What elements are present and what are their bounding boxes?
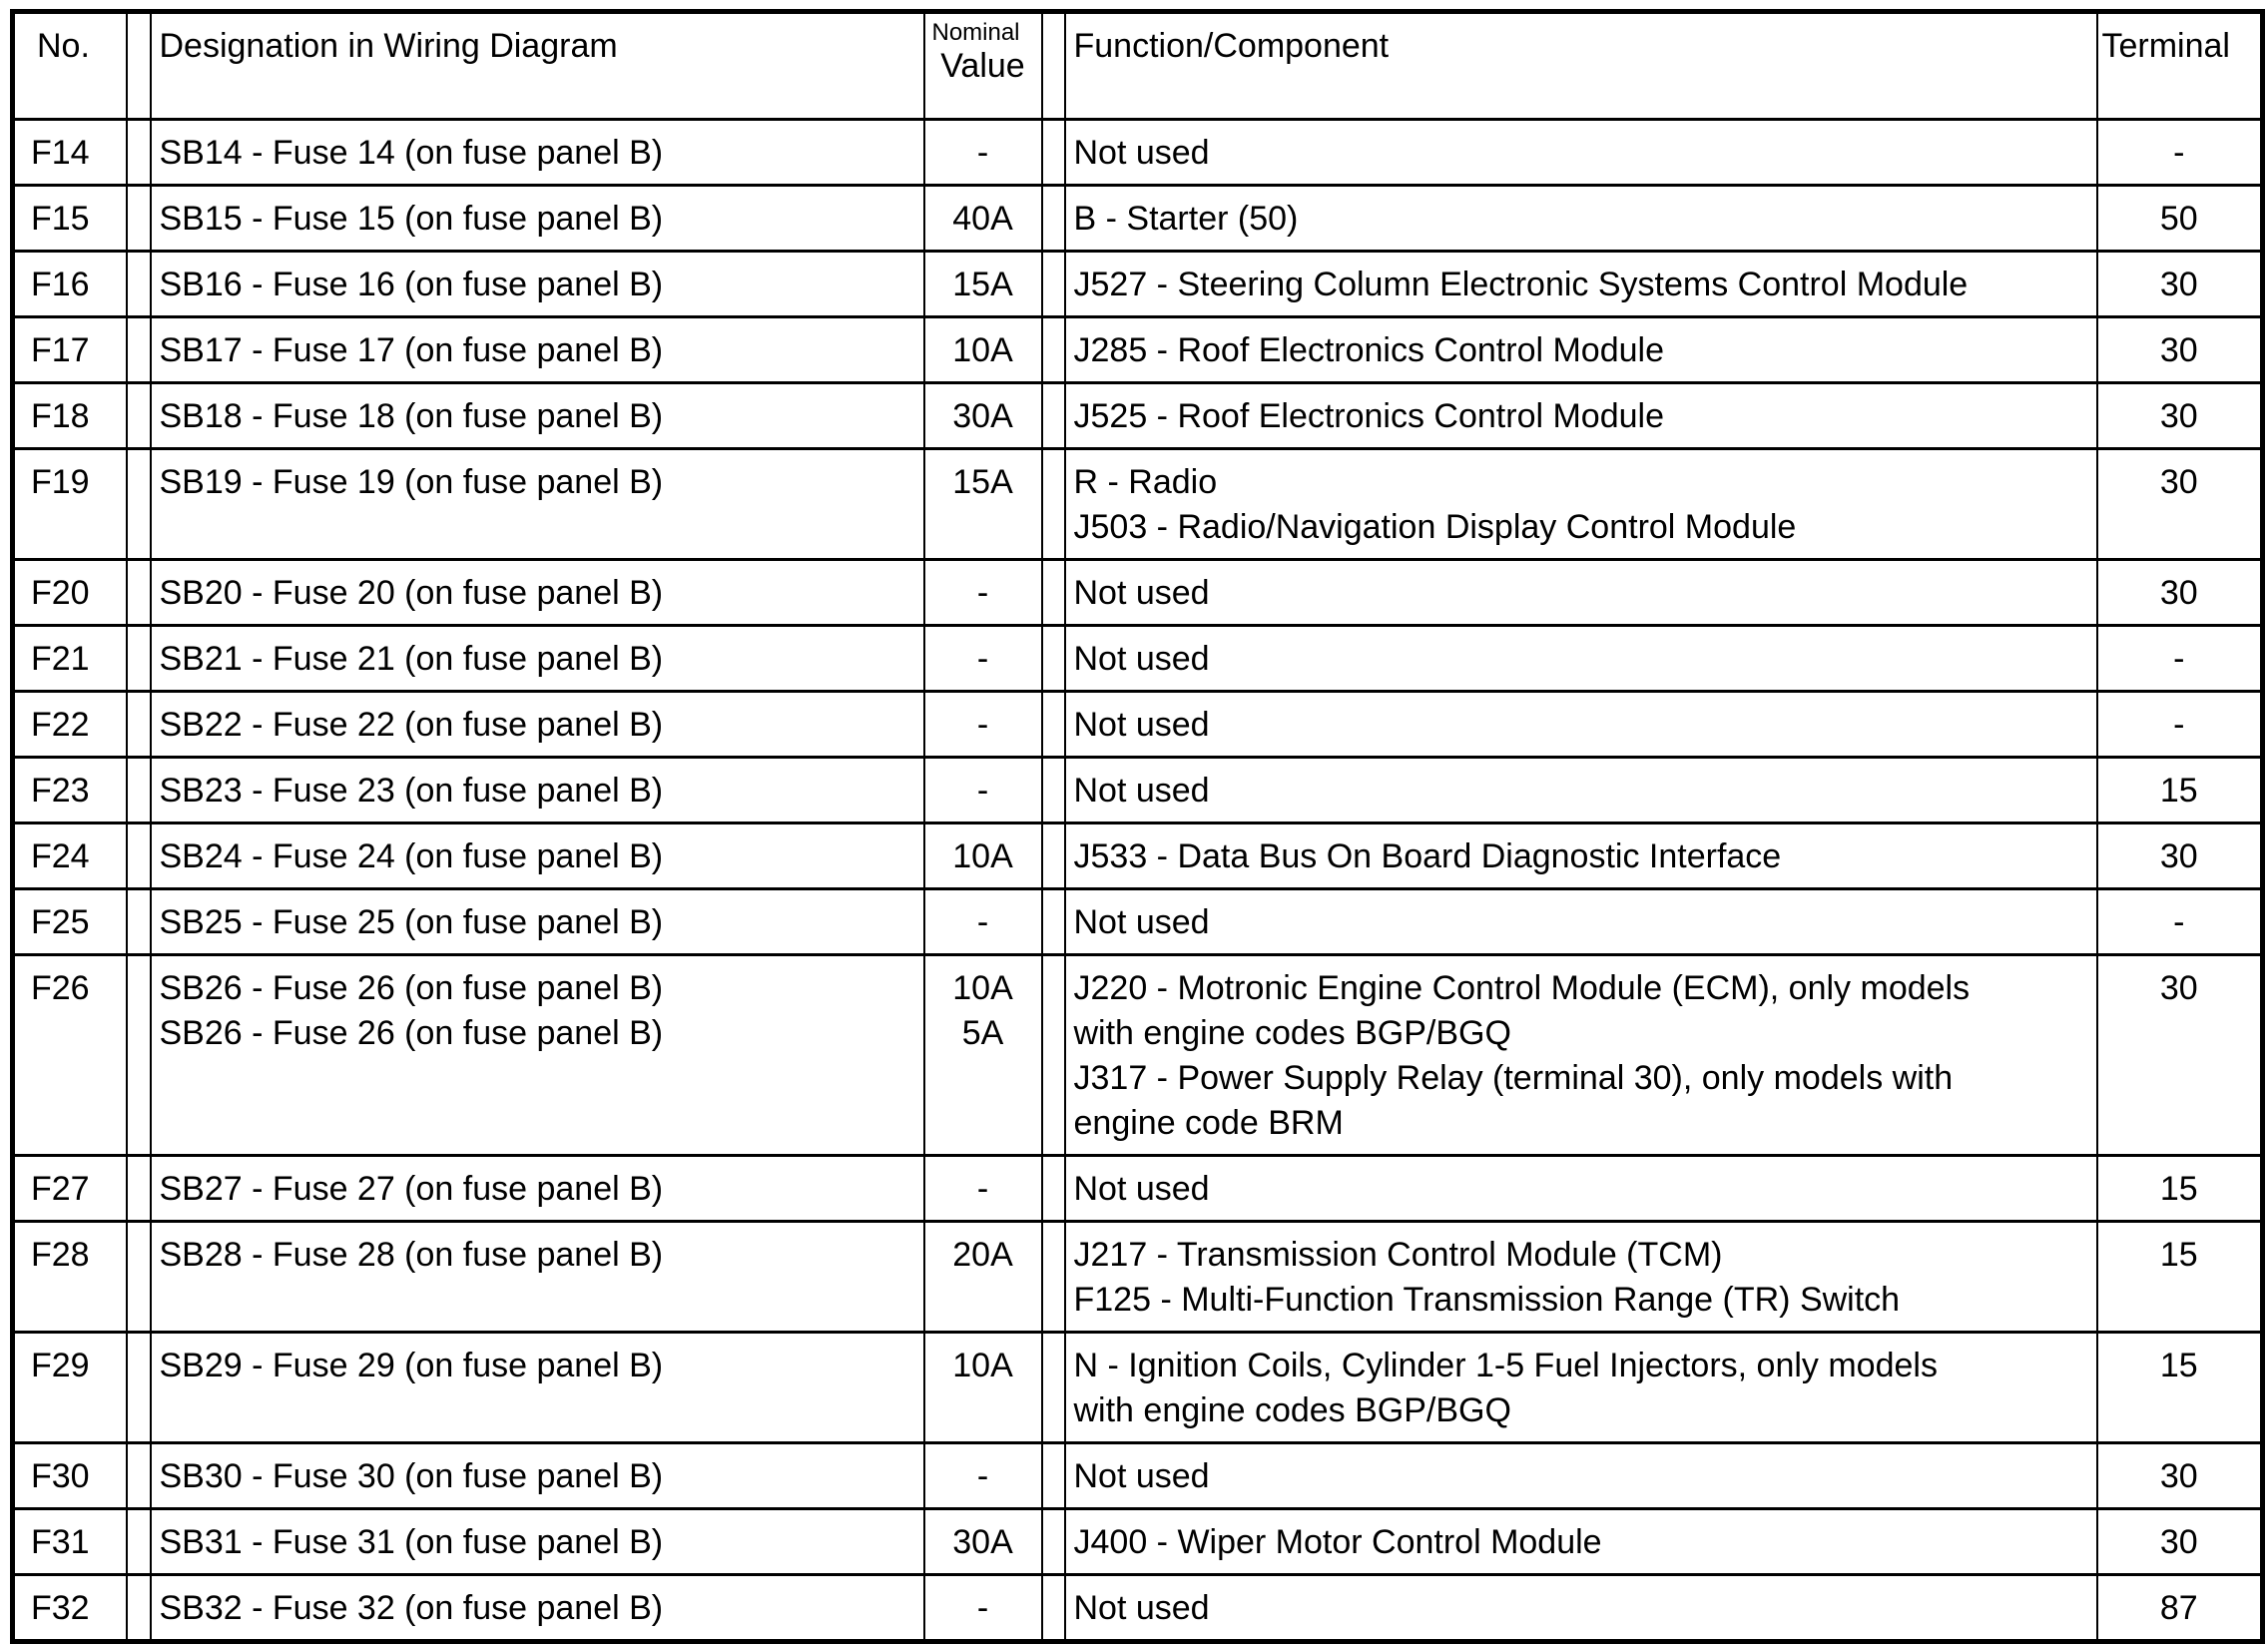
designation-cell-line: SB22 - Fuse 22 (on fuse panel B) xyxy=(159,706,664,744)
function-cell xyxy=(1065,1156,2097,1222)
fuse-number: F30 xyxy=(13,1443,127,1509)
function-cell xyxy=(1065,186,2097,252)
terminal-cell: 15 xyxy=(2097,1222,2263,1333)
table-row xyxy=(13,1333,2263,1443)
designation-cell xyxy=(151,1509,924,1575)
designation-cell xyxy=(151,1443,924,1509)
fuse-number: F28 xyxy=(13,1222,127,1333)
spacer xyxy=(127,692,151,758)
table-row xyxy=(13,758,2263,823)
nominal-value-cell-line: - xyxy=(976,134,989,172)
table-row xyxy=(13,1575,2263,1642)
nominal-value-cell-line: - xyxy=(976,1457,989,1495)
nominal-value-cell xyxy=(924,1156,1042,1222)
nominal-value-cell xyxy=(924,758,1042,823)
designation-cell xyxy=(151,560,924,626)
nominal-value-cell xyxy=(924,383,1042,449)
nominal-value-cell-line: - xyxy=(976,1170,989,1208)
function-cell-line: with engine codes BGP/BGQ xyxy=(1073,1014,1511,1052)
function-cell-line: R - Radio xyxy=(1073,463,1218,501)
nominal-value-cell-line: 30A xyxy=(952,1523,1013,1561)
function-cell xyxy=(1065,758,2097,823)
table-row xyxy=(13,1509,2263,1575)
designation-cell-line: SB28 - Fuse 28 (on fuse panel B) xyxy=(159,1236,664,1274)
header-value-label: Value xyxy=(940,47,1025,85)
fuse-number: F19 xyxy=(13,449,127,560)
fuse-number: F29 xyxy=(13,1333,127,1443)
nominal-value-cell-line: - xyxy=(976,706,989,744)
nominal-value-cell-line: 10A xyxy=(952,331,1013,369)
function-cell xyxy=(1065,1222,2097,1333)
function-cell-line: engine code BRM xyxy=(1073,1104,1344,1142)
nominal-value-cell-line: 10A xyxy=(952,969,1013,1007)
terminal-cell: - xyxy=(2097,889,2263,955)
function-cell xyxy=(1065,1575,2097,1642)
designation-cell-line: SB15 - Fuse 15 (on fuse panel B) xyxy=(159,200,664,238)
nominal-value-cell xyxy=(924,560,1042,626)
designation-cell-line: SB27 - Fuse 27 (on fuse panel B) xyxy=(159,1170,664,1208)
designation-cell-line: SB16 - Fuse 16 (on fuse panel B) xyxy=(159,266,664,303)
nominal-value-cell xyxy=(924,252,1042,317)
spacer xyxy=(127,889,151,955)
function-cell-line: N - Ignition Coils, Cylinder 1-5 Fuel Injectors, only models xyxy=(1073,1347,1938,1384)
nominal-value-cell xyxy=(924,1333,1042,1443)
terminal-cell: 30 xyxy=(2097,252,2263,317)
nominal-value-cell-line: 40A xyxy=(952,200,1013,238)
designation-cell-line: SB24 - Fuse 24 (on fuse panel B) xyxy=(159,837,664,875)
fuse-number: F26 xyxy=(13,955,127,1156)
designation-cell xyxy=(151,1575,924,1642)
table-row xyxy=(13,560,2263,626)
terminal-cell: 30 xyxy=(2097,823,2263,889)
spacer xyxy=(127,186,151,252)
nominal-value-cell xyxy=(924,1222,1042,1333)
nominal-value-cell-line: 30A xyxy=(952,397,1013,435)
nominal-value-cell xyxy=(924,120,1042,186)
designation-cell-line: SB30 - Fuse 30 (on fuse panel B) xyxy=(159,1457,664,1495)
table-row xyxy=(13,1443,2263,1509)
table-row xyxy=(13,1156,2263,1222)
spacer xyxy=(1042,1333,1065,1443)
terminal-cell: 30 xyxy=(2097,560,2263,626)
spacer xyxy=(127,1156,151,1222)
fuse-number: F25 xyxy=(13,889,127,955)
designation-cell xyxy=(151,626,924,692)
function-cell-line: Not used xyxy=(1073,903,1210,941)
table-row xyxy=(13,626,2263,692)
function-cell xyxy=(1065,823,2097,889)
function-cell-line: J317 - Power Supply Relay (terminal 30), only models with xyxy=(1073,1059,1954,1097)
spacer xyxy=(1042,252,1065,317)
designation-cell xyxy=(151,1222,924,1333)
designation-cell xyxy=(151,383,924,449)
table-row xyxy=(13,120,2263,186)
spacer xyxy=(127,1509,151,1575)
spacer xyxy=(1042,955,1065,1156)
table-row xyxy=(13,955,2263,1156)
nominal-value-cell xyxy=(924,955,1042,1156)
fuse-number: F24 xyxy=(13,823,127,889)
nominal-value-cell xyxy=(924,317,1042,383)
function-cell xyxy=(1065,449,2097,560)
spacer xyxy=(1042,692,1065,758)
nominal-value-cell-line: 15A xyxy=(952,463,1013,501)
function-cell xyxy=(1065,889,2097,955)
spacer xyxy=(127,252,151,317)
nominal-value-cell xyxy=(924,1575,1042,1642)
function-cell-line: Not used xyxy=(1073,1589,1210,1627)
table-row xyxy=(13,692,2263,758)
fuse-number: F16 xyxy=(13,252,127,317)
table-row xyxy=(13,383,2263,449)
function-cell xyxy=(1065,120,2097,186)
nominal-value-cell-line: - xyxy=(976,772,989,810)
spacer xyxy=(127,560,151,626)
function-cell xyxy=(1065,692,2097,758)
terminal-cell: 50 xyxy=(2097,186,2263,252)
designation-cell-line: SB32 - Fuse 32 (on fuse panel B) xyxy=(159,1589,664,1627)
function-cell-line: J533 - Data Bus On Board Diagnostic Interface xyxy=(1073,837,1782,875)
function-cell-line: Not used xyxy=(1073,1170,1210,1208)
table-row xyxy=(13,823,2263,889)
function-cell-line: Not used xyxy=(1073,706,1210,744)
spacer xyxy=(1042,1222,1065,1333)
function-cell xyxy=(1065,560,2097,626)
spacer xyxy=(1042,1156,1065,1222)
header-no: No. xyxy=(13,12,127,120)
designation-cell xyxy=(151,317,924,383)
header-nominal-value xyxy=(924,12,1042,120)
designation-cell xyxy=(151,120,924,186)
spacer xyxy=(1042,120,1065,186)
table-row xyxy=(13,449,2263,560)
nominal-value-cell xyxy=(924,889,1042,955)
spacer xyxy=(1042,317,1065,383)
spacer xyxy=(1042,626,1065,692)
function-cell-line: J527 - Steering Column Electronic Systems Control Module xyxy=(1073,266,1969,303)
designation-cell xyxy=(151,449,924,560)
terminal-cell: - xyxy=(2097,692,2263,758)
function-cell xyxy=(1065,1443,2097,1509)
designation-cell-line: SB19 - Fuse 19 (on fuse panel B) xyxy=(159,463,664,501)
table-row xyxy=(13,252,2263,317)
nominal-value-cell xyxy=(924,1509,1042,1575)
spacer xyxy=(127,626,151,692)
terminal-cell: - xyxy=(2097,626,2263,692)
function-cell-line: Not used xyxy=(1073,574,1210,612)
spacer xyxy=(1042,449,1065,560)
designation-cell xyxy=(151,1156,924,1222)
header-designation: Designation in Wiring Diagram xyxy=(151,12,924,120)
designation-cell xyxy=(151,758,924,823)
fuse-number: F17 xyxy=(13,317,127,383)
header-terminal: Terminal xyxy=(2097,12,2263,120)
designation-cell-line: SB21 - Fuse 21 (on fuse panel B) xyxy=(159,640,664,678)
spacer xyxy=(127,383,151,449)
fuse-number: F31 xyxy=(13,1509,127,1575)
spacer xyxy=(127,1575,151,1642)
function-cell-line: Not used xyxy=(1073,1457,1210,1495)
fuse-number: F27 xyxy=(13,1156,127,1222)
spacer xyxy=(1042,383,1065,449)
function-cell-line: B - Starter (50) xyxy=(1073,200,1299,238)
spacer xyxy=(1042,560,1065,626)
spacer xyxy=(1042,823,1065,889)
spacer xyxy=(127,955,151,1156)
nominal-value-cell-line: 15A xyxy=(952,266,1013,303)
terminal-cell: 30 xyxy=(2097,955,2263,1156)
table-row xyxy=(13,889,2263,955)
designation-cell xyxy=(151,1333,924,1443)
designation-cell xyxy=(151,252,924,317)
function-cell-line: F125 - Multi-Function Transmission Range (TR) Switch xyxy=(1073,1281,1901,1319)
spacer xyxy=(1042,758,1065,823)
fuse-number: F23 xyxy=(13,758,127,823)
designation-cell-line: SB29 - Fuse 29 (on fuse panel B) xyxy=(159,1347,664,1384)
terminal-cell: 15 xyxy=(2097,1333,2263,1443)
fuse-number: F15 xyxy=(13,186,127,252)
nominal-value-cell xyxy=(924,186,1042,252)
spacer xyxy=(127,12,151,120)
table-row xyxy=(13,186,2263,252)
function-cell xyxy=(1065,626,2097,692)
fuse-number: F22 xyxy=(13,692,127,758)
nominal-value-cell-line: 10A xyxy=(952,1347,1013,1384)
terminal-cell: 30 xyxy=(2097,1509,2263,1575)
function-cell xyxy=(1065,1509,2097,1575)
nominal-value-cell xyxy=(924,823,1042,889)
terminal-cell: 15 xyxy=(2097,758,2263,823)
nominal-value-cell-line: - xyxy=(976,903,989,941)
nominal-value-cell-line: - xyxy=(976,574,989,612)
nominal-value-cell-line: - xyxy=(976,1589,989,1627)
spacer xyxy=(1042,1509,1065,1575)
terminal-cell: - xyxy=(2097,120,2263,186)
table-row xyxy=(13,317,2263,383)
designation-cell-line: SB20 - Fuse 20 (on fuse panel B) xyxy=(159,574,664,612)
function-cell-line: J285 - Roof Electronics Control Module xyxy=(1073,331,1664,369)
spacer xyxy=(1042,1443,1065,1509)
nominal-value-cell-line: 20A xyxy=(952,1236,1013,1274)
fuse-number: F21 xyxy=(13,626,127,692)
spacer xyxy=(127,449,151,560)
designation-cell xyxy=(151,186,924,252)
designation-cell-line: SB25 - Fuse 25 (on fuse panel B) xyxy=(159,903,664,941)
designation-cell xyxy=(151,889,924,955)
nominal-value-cell-line: 10A xyxy=(952,837,1013,875)
nominal-value-cell-line: - xyxy=(976,640,989,678)
designation-cell-line: SB31 - Fuse 31 (on fuse panel B) xyxy=(159,1523,664,1561)
function-cell xyxy=(1065,1333,2097,1443)
fuse-number: F14 xyxy=(13,120,127,186)
nominal-value-cell xyxy=(924,1443,1042,1509)
designation-cell-line: SB14 - Fuse 14 (on fuse panel B) xyxy=(159,134,664,172)
spacer xyxy=(127,1333,151,1443)
spacer xyxy=(127,1222,151,1333)
terminal-cell: 30 xyxy=(2097,317,2263,383)
spacer xyxy=(1042,186,1065,252)
function-cell-line: J400 - Wiper Motor Control Module xyxy=(1073,1523,1602,1561)
function-cell xyxy=(1065,317,2097,383)
designation-cell-line: SB23 - Fuse 23 (on fuse panel B) xyxy=(159,772,664,810)
function-cell xyxy=(1065,383,2097,449)
function-cell-line: J217 - Transmission Control Module (TCM) xyxy=(1073,1236,1723,1274)
function-cell-line: Not used xyxy=(1073,772,1210,810)
function-cell-line: J220 - Motronic Engine Control Module (ECM), only models xyxy=(1073,969,1971,1007)
designation-cell xyxy=(151,823,924,889)
function-cell-line: Not used xyxy=(1073,640,1210,678)
function-cell-line: J503 - Radio/Navigation Display Control Module xyxy=(1073,508,1797,546)
terminal-cell: 30 xyxy=(2097,383,2263,449)
function-cell xyxy=(1065,252,2097,317)
terminal-cell: 30 xyxy=(2097,449,2263,560)
function-cell-line: Not used xyxy=(1073,134,1210,172)
spacer xyxy=(127,1443,151,1509)
designation-cell xyxy=(151,955,924,1156)
fuse-table xyxy=(10,9,2265,1644)
table-row xyxy=(13,1222,2263,1333)
nominal-value-cell xyxy=(924,626,1042,692)
spacer xyxy=(1042,1575,1065,1642)
spacer xyxy=(127,120,151,186)
header-row xyxy=(13,12,2263,120)
function-cell xyxy=(1065,955,2097,1156)
spacer xyxy=(127,823,151,889)
spacer xyxy=(127,758,151,823)
terminal-cell: 15 xyxy=(2097,1156,2263,1222)
spacer xyxy=(127,317,151,383)
terminal-cell: 87 xyxy=(2097,1575,2263,1642)
fuse-number: F20 xyxy=(13,560,127,626)
nominal-value-cell-line: 5A xyxy=(961,1014,1004,1052)
fuse-number: F32 xyxy=(13,1575,127,1642)
designation-cell-line: SB26 - Fuse 26 (on fuse panel B) xyxy=(159,969,664,1007)
function-cell-line: with engine codes BGP/BGQ xyxy=(1073,1391,1511,1429)
designation-cell xyxy=(151,692,924,758)
nominal-value-cell xyxy=(924,449,1042,560)
terminal-cell: 30 xyxy=(2097,1443,2263,1509)
spacer xyxy=(1042,12,1065,120)
fuse-number: F18 xyxy=(13,383,127,449)
designation-cell-line: SB18 - Fuse 18 (on fuse panel B) xyxy=(159,397,664,435)
designation-cell-line: SB17 - Fuse 17 (on fuse panel B) xyxy=(159,331,664,369)
spacer xyxy=(1042,889,1065,955)
header-nominal-label: Nominal xyxy=(931,19,1020,46)
function-cell-line: J525 - Roof Electronics Control Module xyxy=(1073,397,1664,435)
nominal-value-cell xyxy=(924,692,1042,758)
designation-cell-line: SB26 - Fuse 26 (on fuse panel B) xyxy=(159,1014,664,1052)
header-function: Function/Component xyxy=(1065,12,2097,120)
